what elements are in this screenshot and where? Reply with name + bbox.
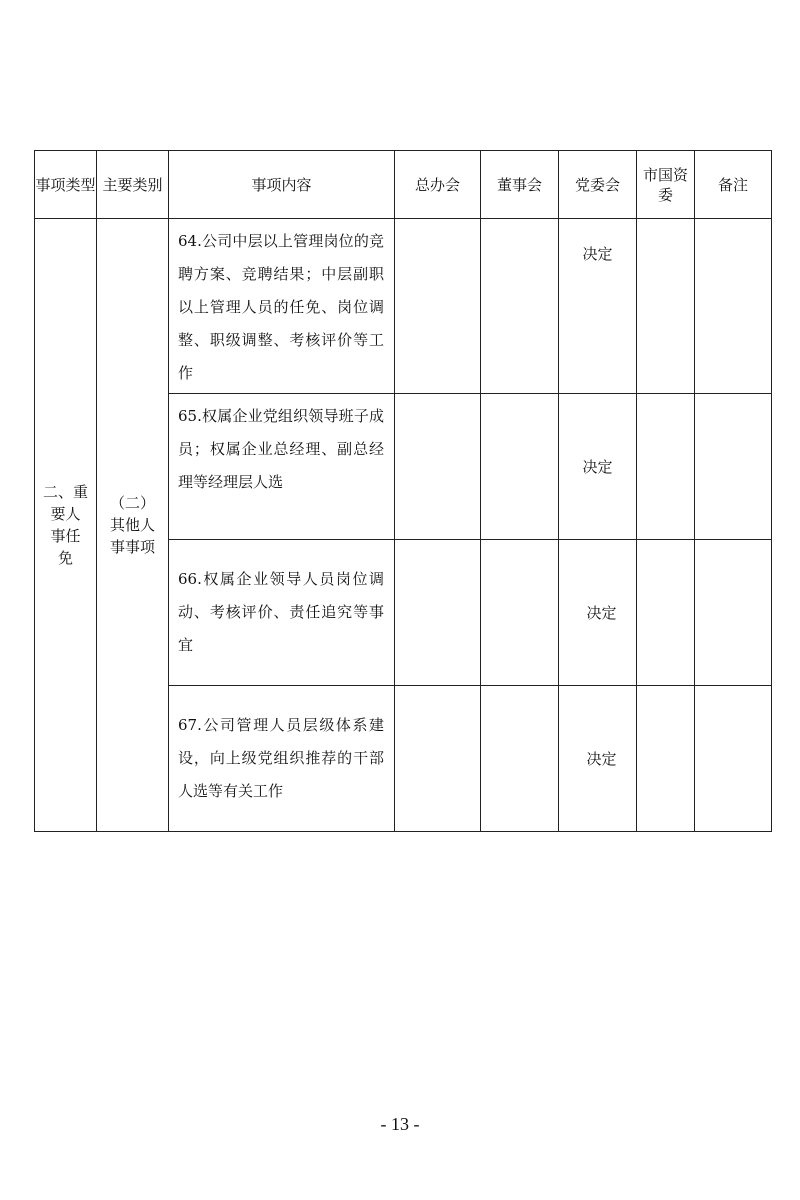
header-party-committee: 党委会 bbox=[559, 151, 637, 219]
sasac-cell bbox=[637, 540, 695, 686]
matter-content-cell: 67.公司管理人员层级体系建设，向上级党组织推荐的干部人选等有关工作 bbox=[169, 686, 395, 832]
party-committee-cell: 决定 bbox=[559, 394, 637, 540]
general-office-cell bbox=[395, 686, 481, 832]
board-cell bbox=[481, 219, 559, 394]
main-category-line: 其他人 bbox=[109, 516, 155, 534]
matter-content-cell: 66.权属企业领导人员岗位调动、考核评价、责任追究等事宜 bbox=[169, 540, 395, 686]
matter-type-line: 要人 bbox=[50, 505, 81, 523]
general-office-cell bbox=[395, 219, 481, 394]
matter-type-line: 事任 bbox=[50, 527, 81, 545]
header-main-category: 主要类别 bbox=[97, 151, 169, 219]
party-committee-cell: 决定 bbox=[559, 219, 637, 394]
header-sasac: 市国资委 bbox=[637, 151, 695, 219]
remarks-cell bbox=[695, 394, 772, 540]
header-matter-content: 事项内容 bbox=[169, 151, 395, 219]
party-committee-cell: 决定 bbox=[559, 540, 637, 686]
page-number: - 13 - bbox=[380, 1114, 420, 1134]
remarks-cell bbox=[695, 686, 772, 832]
board-cell bbox=[481, 394, 559, 540]
table-row bbox=[35, 219, 772, 394]
board-cell bbox=[481, 686, 559, 832]
matter-type-line: 二、重 bbox=[42, 483, 88, 501]
header-row bbox=[35, 151, 772, 219]
remarks-cell bbox=[695, 540, 772, 686]
header-matter-type: 事项类型 bbox=[35, 151, 97, 219]
header-remarks: 备注 bbox=[695, 151, 772, 219]
matter-content-cell: 64.公司中层以上管理岗位的竞聘方案、竞聘结果；中层副职以上管理人员的任免、岗位调整、职级调整、考核评价等工作 bbox=[169, 219, 395, 394]
main-category-line: 事事项 bbox=[109, 538, 155, 556]
remarks-cell bbox=[695, 219, 772, 394]
main-category-line: （二） bbox=[109, 494, 155, 512]
main-category-cell bbox=[97, 219, 169, 832]
sasac-cell bbox=[637, 394, 695, 540]
header-general-office-meeting: 总办会 bbox=[395, 151, 481, 219]
matter-type-cell bbox=[35, 219, 97, 832]
matter-content-cell: 65.权属企业党组织领导班子成员；权属企业总经理、副总经理等经理层人选 bbox=[169, 394, 395, 540]
matter-type-line: 免 bbox=[57, 549, 73, 567]
sasac-cell bbox=[637, 219, 695, 394]
party-committee-cell: 决定 bbox=[559, 686, 637, 832]
general-office-cell bbox=[395, 394, 481, 540]
general-office-cell bbox=[395, 540, 481, 686]
matters-table bbox=[34, 150, 772, 832]
sasac-cell bbox=[637, 686, 695, 832]
header-board-of-directors: 董事会 bbox=[481, 151, 559, 219]
board-cell bbox=[481, 540, 559, 686]
